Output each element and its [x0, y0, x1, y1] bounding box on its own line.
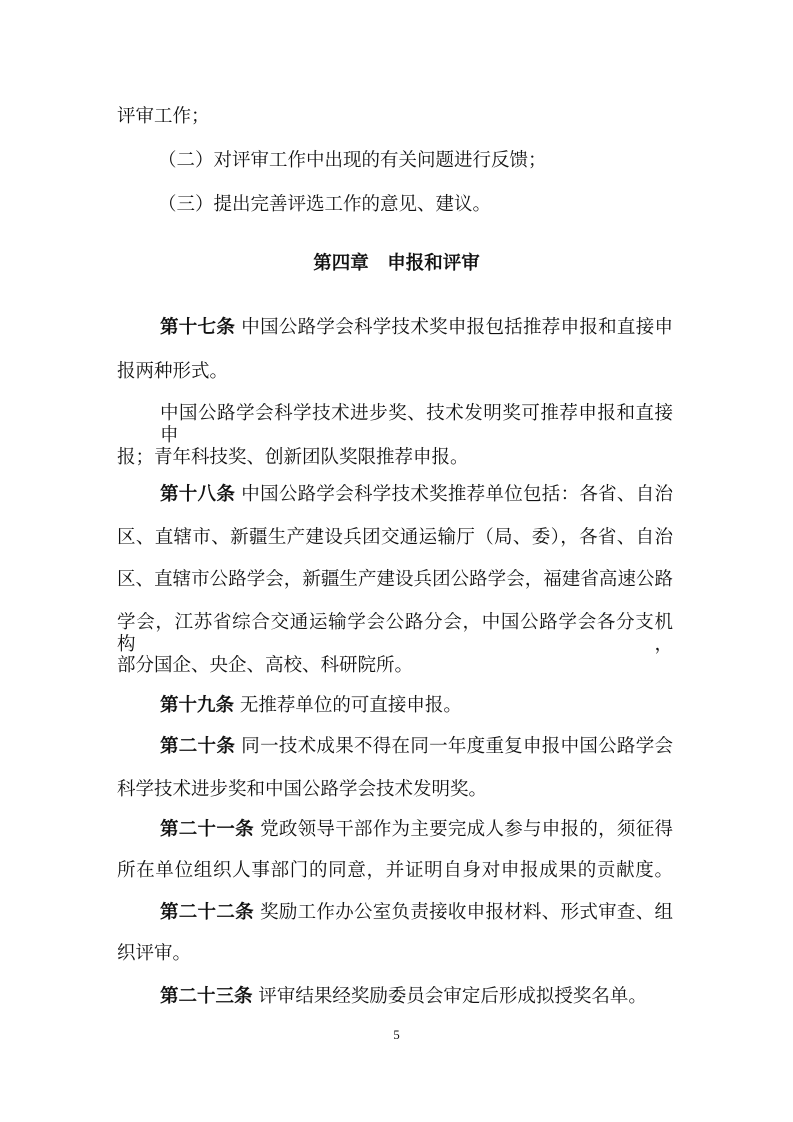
article-label: 第十七条	[160, 317, 236, 338]
article-20-line: 科学技术进步奖和中国公路学会技术发明奖。	[117, 779, 488, 800]
article-23-line	[160, 986, 647, 1008]
article-text: 评审结果经奖励委员会审定后形成拟授奖名单。	[258, 986, 647, 1007]
article-label: 第二十三条	[160, 986, 253, 1007]
article-label: 第二十条	[160, 736, 236, 757]
article-label: 第十八条	[160, 484, 236, 505]
article-18-line	[160, 484, 673, 506]
text-line: （二）对评审工作中出现的有关问题进行反馈；	[158, 150, 547, 171]
article-21-line	[160, 819, 673, 841]
page-number: 5	[393, 1027, 400, 1042]
article-22-line	[160, 902, 673, 924]
text-line: 评审工作；	[117, 106, 210, 127]
article-18-line: 学会，江苏省综合交通运输学会公路分会，中国公路学会各分支机构，	[117, 612, 673, 655]
article-label: 第十九条	[160, 695, 235, 716]
article-text: 同一技术成果不得在同一年度重复申报中国公路学会	[241, 736, 673, 757]
article-18-line: 区、直辖市、新疆生产建设兵团交通运输厅（局、委），各省、自治	[117, 527, 673, 548]
chapter-heading: 第四章 申报和评审	[313, 253, 480, 274]
article-label: 第二十二条	[160, 902, 254, 923]
article-text: 中国公路学会科学技术奖申报包括推荐申报和直接申	[241, 317, 673, 338]
article-text: 奖励工作办公室负责接收申报材料、形式审查、组	[260, 902, 673, 923]
article-19-line	[160, 695, 462, 717]
article-20-line	[160, 736, 673, 758]
article-text: 无推荐单位的可直接申报。	[239, 695, 462, 716]
article-text: 中国公路学会科学技术奖推荐单位包括：各省、自治	[241, 484, 673, 505]
article-22-line: 织评审。	[117, 943, 192, 964]
article-21-line: 所在单位组织人事部门的同意，并证明自身对申报成果的贡献度。	[117, 860, 673, 881]
article-18-line: 部分国企、央企、高校、科研院所。	[117, 655, 414, 676]
article-label: 第二十一条	[160, 819, 254, 840]
article-text: 党政领导干部作为主要完成人参与申报的，须征得	[260, 819, 673, 840]
article-18-line: 区、直辖市公路学会，新疆生产建设兵团公路学会，福建省高速公路	[117, 569, 673, 590]
article-17-line: 报两种形式。	[117, 361, 229, 382]
article-17-line: 中国公路学会科学技术进步奖、技术发明奖可推荐申报和直接申	[160, 403, 673, 446]
article-17-line	[160, 317, 673, 339]
text-line: （三）提出完善评选工作的意见、建议。	[158, 194, 492, 215]
article-17-line: 报；青年科技奖、创新团队奖限推荐申报。	[117, 447, 469, 468]
